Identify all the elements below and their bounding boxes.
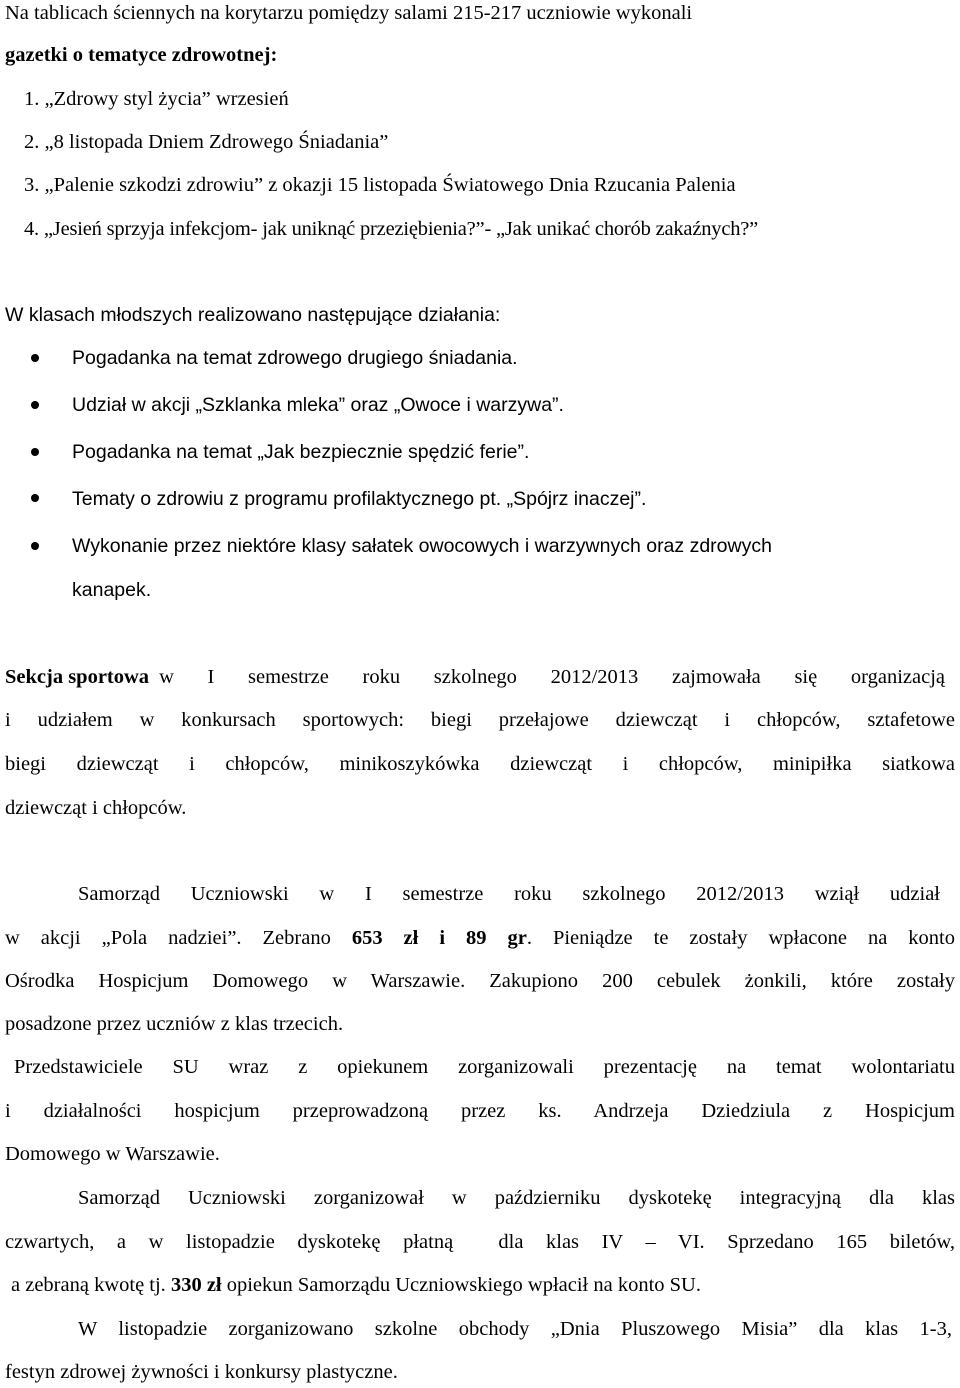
bullet-icon — [31, 401, 39, 409]
mlodsze-item: Udział w akcji „Szklanka mleka” oraz „Owoce i warzywa”. — [72, 394, 564, 416]
bullet-icon — [31, 542, 39, 550]
su2-line-1: Przedstawiciele SU wraz z opiekunem zorganizowali prezentację na temat wolontariatu — [14, 1056, 955, 1078]
mlodsze-item: Wykonanie przez niektóre klasy sałatek owocowych i warzywnych oraz zdrowych — [72, 535, 772, 557]
pluszowy-line-2: festyn zdrowej żywności i konkursy plastyczne. — [5, 1361, 398, 1383]
su2-line-3: Domowego w Warszawie. — [5, 1143, 220, 1165]
bullet-icon — [31, 354, 39, 362]
su1-line-1: Samorząd Uczniowski w I semestrze roku szkolnego 2012/2013 wziął udział — [78, 883, 940, 905]
bullet-icon — [31, 448, 39, 456]
su1-amount: 653 zł i 89 gr — [351, 927, 527, 949]
su1-line-4: posadzone przez uczniów z klas trzecich. — [5, 1013, 344, 1035]
intro-line-2: gazetki o tematyce zdrowotnej: — [5, 44, 278, 66]
su3-line-1: Samorząd Uczniowski zorganizował w październiku dyskotekę integracyjną dla klas — [78, 1187, 955, 1209]
gazetka-item: 1. „Zdrowy styl życia” wrzesień — [24, 88, 289, 110]
sport-line-4: dziewcząt i chłopców. — [5, 797, 187, 819]
mlodsze-heading: W klasach młodszych realizowano następujące działania: — [5, 304, 501, 326]
sport-line-2: i udziałem w konkursach sportowych: biegi przełajowe dziewcząt i chłopców, sztafetowe — [5, 709, 955, 731]
su3-line-2: czwartych, a w listopadzie dyskotekę płatną dla klas IV – VI. Sprzedano 165 biletów, — [5, 1231, 955, 1253]
su3-line-3-a: a zebraną kwotę tj. — [11, 1274, 171, 1296]
intro-line-1: Na tablicach ściennych na korytarzu pomiędzy salami 215-217 uczniowie wykonali — [5, 2, 693, 24]
mlodsze-item-continuation: kanapek. — [72, 579, 152, 601]
gazetka-item: 3. „Palenie szkodzi zdrowiu” z okazji 15 listopada Światowego Dnia Rzucania Palenia — [24, 174, 736, 196]
su3-line-3 — [11, 1272, 701, 1298]
su1-line-2-a: w akcji „Pola nadziei”. Zebrano — [5, 927, 352, 949]
pluszowy-line-1: W listopadzie zorganizowano szkolne obchody „Dnia Pluszowego Misia” dla klas 1-3, — [78, 1318, 952, 1340]
su1-line-2 — [5, 925, 955, 951]
su1-line-2-b: . Pieniądze te zostały wpłacone na konto — [526, 927, 956, 949]
mlodsze-item: Pogadanka na temat „Jak bezpiecznie spędzić ferie”. — [72, 441, 530, 463]
gazetka-item: 2. „8 listopada Dniem Zdrowego Śniadania” — [24, 131, 389, 153]
sport-line-1 — [5, 664, 945, 690]
su2-line-2: i działalności hospicjum przeprowadzoną przez ks. Andrzeja Dziedziula z Hospicjum — [5, 1100, 955, 1122]
sport-line-1-rest: w I semestrze roku szkolnego 2012/2013 zajmowała się organizacją — [159, 666, 945, 688]
sport-bold-lead: Sekcja sportowa — [5, 666, 150, 688]
mlodsze-item: Pogadanka na temat zdrowego drugiego śniadania. — [72, 347, 518, 369]
bullet-icon — [31, 494, 39, 502]
su3-amount: 330 zł — [170, 1274, 222, 1296]
mlodsze-item: Tematy o zdrowiu z programu profilaktycznego pt. „Spójrz inaczej”. — [72, 488, 647, 510]
gazetka-item: 4. „Jesień sprzyja infekcjom- jak uniknąć przeziębienia?”- „Jak unikać chorób zakaźnych?” — [24, 218, 759, 240]
su3-line-3-b: opiekun Samorządu Uczniowskiego wpłacił na konto SU. — [221, 1274, 701, 1296]
su1-line-3: Ośrodka Hospicjum Domowego w Warszawie. Zakupiono 200 cebulek żonkili, które zostały — [5, 970, 955, 992]
sport-line-3: biegi dziewcząt i chłopców, minikoszykówka dziewcząt i chłopców, minipiłka siatkowa — [5, 753, 955, 775]
